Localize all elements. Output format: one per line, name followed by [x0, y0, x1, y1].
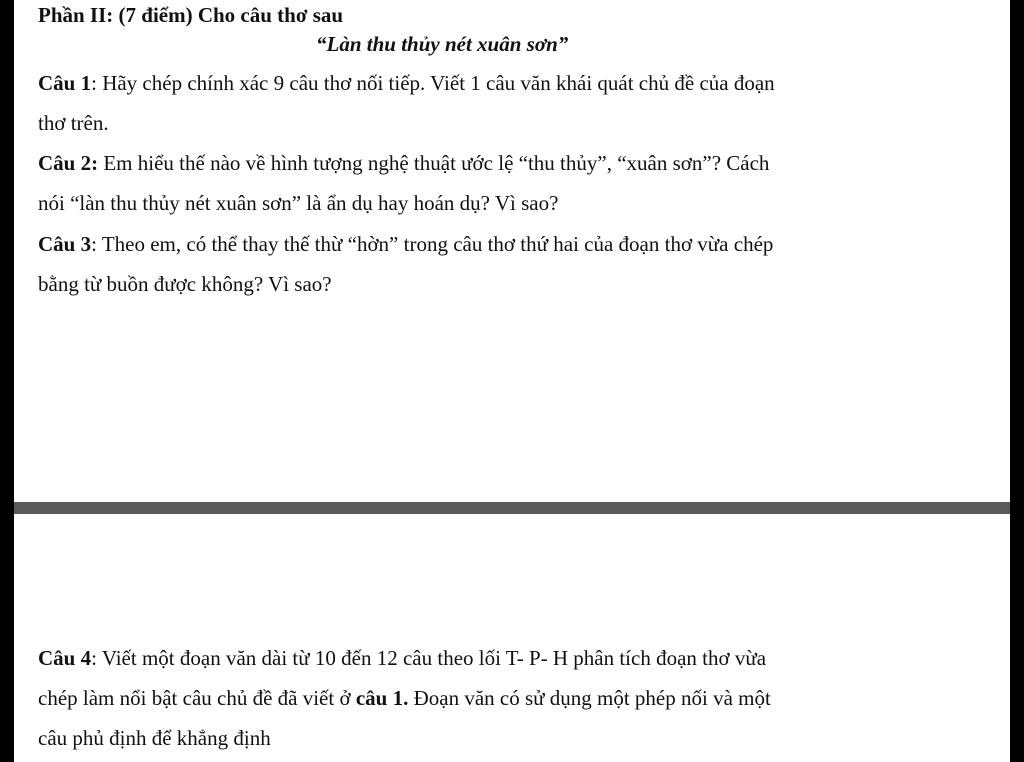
question-4-line-2: [38, 685, 771, 711]
document-page-top: [14, 0, 1010, 502]
question-2-line-1: [38, 150, 769, 176]
question-2-label: Câu 2:: [38, 151, 99, 175]
question-4-reference: câu 1.: [355, 686, 409, 710]
question-1-label: Câu 1: [38, 71, 92, 95]
question-4-line-2-end: Đoạn văn có sử dụng một phép nối và một: [408, 686, 771, 710]
page-divider: [14, 502, 1010, 514]
question-2-text: Em hiểu thế nào về hình tượng nghệ thuật ước lệ “thu thủy”, “xuân sơn”? Cách: [98, 151, 770, 175]
question-1-line-1: [38, 70, 775, 96]
question-4-line-2-start: chép làm nổi bật câu chủ đề đã viết ở: [38, 686, 356, 710]
question-4-label: Câu 4: [38, 646, 92, 670]
question-3-line-1: [38, 231, 773, 257]
question-1-line-2: thơ trên.: [38, 111, 109, 135]
question-3-text: : Theo em, có thể thay thế thừ “hờn” trong câu thơ thứ hai của đoạn thơ vừa chép: [91, 232, 774, 256]
document-page-bottom: [14, 514, 1010, 762]
question-3-line-2: bằng từ buồn được không? Vì sao?: [38, 272, 332, 296]
question-4-text: : Viết một đoạn văn dài từ 10 đến 12 câu theo lối T- P- H phân tích đoạn thơ vừa: [91, 646, 767, 670]
question-1-text: : Hãy chép chính xác 9 câu thơ nối tiếp. Viết 1 câu văn khái quát chủ đề của đoạn: [91, 71, 775, 95]
question-4-line-1: [38, 645, 766, 671]
question-4-line-3: câu phủ định để khẳng định: [38, 726, 271, 750]
poem-line: “Làn thu thủy nét xuân sơn”: [316, 32, 569, 56]
part-heading: Phần II: (7 điểm) Cho câu thơ sau: [38, 3, 344, 27]
question-3-label: Câu 3: [38, 232, 92, 256]
question-2-line-2: nói “làn thu thủy nét xuân sơn” là ẩn dụ hay hoán dụ? Vì sao?: [38, 191, 559, 215]
